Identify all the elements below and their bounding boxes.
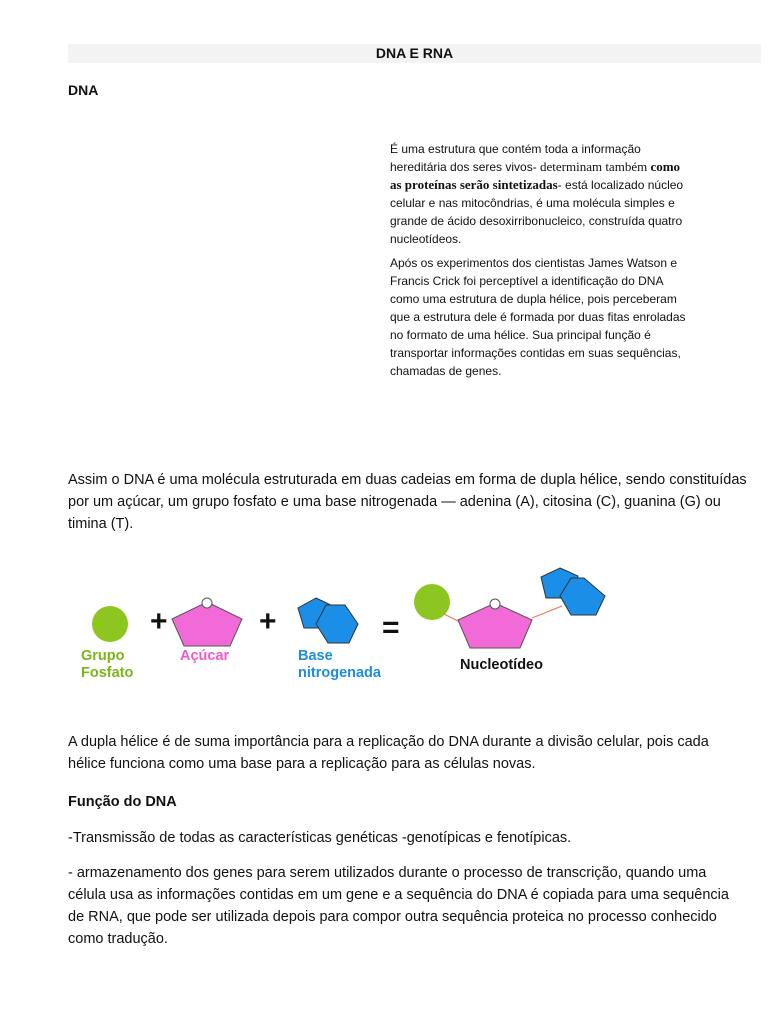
section-label-dna: DNA — [68, 82, 99, 98]
plus-symbol-1: + — [150, 605, 168, 638]
nucleotide-diagram-svg — [60, 560, 720, 695]
nucleotide-diagram — [60, 560, 720, 695]
intro-p1-part1: É uma estrutura que contém toda a informação hereditária dos seres vivos- — [390, 142, 641, 174]
intro-paragraph-1 — [390, 140, 688, 248]
intro-paragraph-2: Após os experimentos dos cientistas James Watson e Francis Crick foi perceptível a identificação do DNA como uma estrutura de dupla hélice, pois perceberam que a estrutura dele é formada por duas fitas enroladas no formato de uma hélice. Sua principal função é transportar informações contidas em suas sequências, chamadas de genes. — [390, 256, 686, 378]
nucleotide-sugar-pentagon — [458, 603, 532, 648]
equals-symbol: = — [382, 611, 400, 644]
paragraph-double-helix: A dupla hélice é de suma importância para a replicação do DNA durante a divisão celular, pois cada hélice funciona como uma base para a replicação para as células novas. — [68, 734, 709, 772]
intro-p1-part4: - está localizado núcleo celular e nas mitocôndrias, é uma molécula simples e grande de ácido desoxirribonucleico, construída quatro nucleotídeos. — [390, 178, 684, 246]
function-heading: Função do DNA — [68, 794, 177, 810]
phosphate-circle — [92, 606, 128, 642]
phosphate-label-line1: Grupo — [81, 648, 125, 664]
sugar-base-bond — [532, 606, 562, 618]
nucleotide-sugar-top-node — [490, 599, 500, 609]
phosphate-label — [81, 648, 133, 682]
nucleotide-phosphate-circle — [414, 584, 450, 620]
nucleotide-label: Nucleotídeo — [460, 657, 543, 673]
document-title: DNA E RNA — [375, 45, 454, 61]
intro-column — [390, 140, 688, 386]
paragraph-structure: Assim o DNA é uma molécula estruturada em duas cadeias em forma de dupla hélice, sendo constituídas por um açúcar, um grupo fosfato e uma base nitrogenada — adenina (A), citosina (C), guanina (G) ou timina (T). — [68, 472, 747, 532]
sugar-top-node — [202, 598, 212, 608]
base-label — [298, 648, 381, 682]
plus-symbol-2: + — [259, 605, 277, 638]
base-label-line2: nitrogenada — [298, 665, 381, 681]
phosphate-label-line2: Fosfato — [81, 665, 134, 681]
function-item-2: - armazenamento dos genes para serem utilizados durante o processo de transcrição, quando uma célula usa as informações contidas em um gene e a sequência do DNA é copiada para uma sequência de RNA, que pode ser utilizada depois para compor outra sequência proteica no processo conhecido como tradução. — [68, 865, 729, 947]
base-label-line1: Base — [298, 648, 333, 664]
sugar-pentagon — [172, 602, 242, 646]
function-item-1: -Transmissão de todas as características genéticas -genotípicas e fenotípicas. — [68, 830, 572, 846]
sugar-label: Açúcar — [180, 648, 230, 664]
intro-p1-part3: como as proteínas serão sintetizadas — [390, 159, 681, 192]
intro-p1-part2: determinam também — [536, 159, 651, 174]
